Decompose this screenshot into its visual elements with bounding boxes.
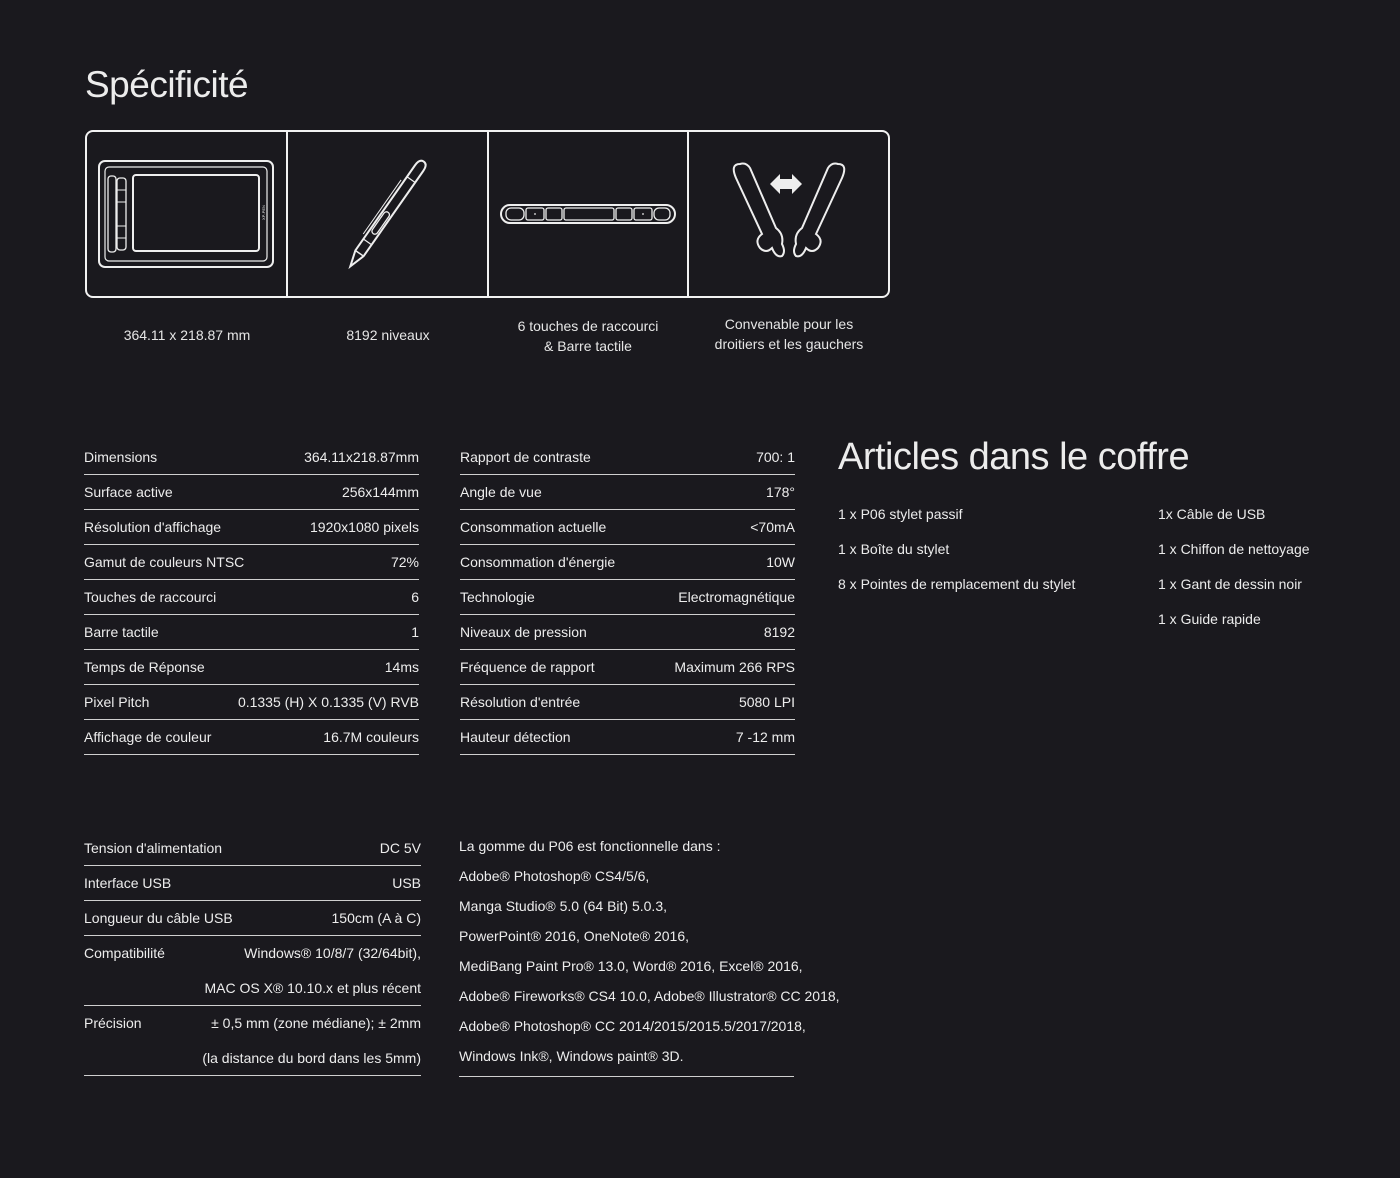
spec-row bbox=[460, 510, 795, 545]
compat-line: Windows Ink®, Windows paint® 3D. bbox=[459, 1048, 684, 1064]
spec-value-line: Windows® 10/8/7 (32/64bit), bbox=[244, 945, 421, 961]
spec-value: 1 bbox=[411, 624, 419, 640]
spec-row bbox=[460, 545, 795, 580]
spec-key: Affichage de couleur bbox=[84, 729, 212, 745]
spec-key: Résolution d'affichage bbox=[84, 519, 222, 535]
spec-value: USB bbox=[392, 875, 421, 891]
spec-key: Tension d'alimentation bbox=[84, 840, 223, 856]
spec-row bbox=[84, 866, 421, 901]
spec-value: 256x144mm bbox=[341, 484, 419, 500]
feature-cell-ambidextrous bbox=[689, 132, 888, 296]
spec-key: Précision bbox=[84, 1015, 142, 1031]
spec-row bbox=[84, 720, 419, 755]
spec-table-pen bbox=[460, 440, 795, 755]
spec-key: Résolution d'entrée bbox=[460, 694, 581, 710]
spec-row bbox=[460, 685, 795, 720]
compat-line: Adobe® Photoshop® CS4/5/6, bbox=[459, 868, 650, 884]
spec-value: 8192 bbox=[763, 624, 795, 640]
spec-row bbox=[84, 685, 419, 720]
spec-key: Interface USB bbox=[84, 875, 172, 891]
feature-caption-size: 364.11 x 218.87 mm bbox=[123, 327, 251, 343]
compat-heading: La gomme du P06 est fonctionnelle dans : bbox=[459, 838, 721, 854]
spec-value: 0.1335 (H) X 0.1335 (V) RVB bbox=[237, 694, 419, 710]
spec-value-line: ± 0,5 mm (zone médiane); ± 2mm bbox=[211, 1015, 421, 1031]
feature-cell-shortcut-keys bbox=[489, 132, 690, 296]
spec-row bbox=[84, 936, 421, 1006]
spec-row bbox=[84, 831, 421, 866]
spec-table-power bbox=[84, 831, 421, 1076]
spec-value: 7 -12 mm bbox=[735, 729, 795, 745]
spec-value bbox=[204, 936, 421, 1006]
spec-value: 72% bbox=[390, 554, 419, 570]
box-item: 1 x Boîte du stylet bbox=[838, 541, 950, 557]
spec-value: Maximum 266 RPS bbox=[674, 659, 795, 675]
spec-value: <70mA bbox=[750, 519, 795, 535]
spec-row bbox=[460, 475, 795, 510]
eraser-compatibility-list bbox=[459, 831, 840, 1077]
spec-value: 1920x1080 pixels bbox=[310, 519, 419, 535]
spec-value: 150cm (A à C) bbox=[331, 910, 421, 926]
spec-value: 364.11x218.87mm bbox=[304, 449, 419, 465]
spec-key: Hauteur détection bbox=[460, 729, 571, 745]
spec-row bbox=[84, 510, 419, 545]
spec-row bbox=[84, 545, 419, 580]
spec-row bbox=[84, 650, 419, 685]
box-item: 1 x Gant de dessin noir bbox=[1158, 576, 1302, 592]
spec-row bbox=[460, 440, 795, 475]
spec-key: Dimensions bbox=[84, 449, 158, 465]
divider bbox=[459, 1076, 794, 1077]
compat-line: PowerPoint® 2016, OneNote® 2016, bbox=[459, 928, 689, 944]
box-item: 1x Câble de USB bbox=[1158, 506, 1266, 522]
spec-row bbox=[84, 901, 421, 936]
spec-row bbox=[84, 440, 419, 475]
stylus-pen-icon bbox=[317, 149, 457, 279]
tablet-icon bbox=[96, 158, 276, 270]
spec-value bbox=[202, 1006, 421, 1076]
box-item: 1 x Guide rapide bbox=[1158, 611, 1261, 627]
feature-caption-ambidextrous bbox=[689, 314, 889, 354]
specs-title: Spécificité bbox=[85, 64, 249, 105]
spec-row bbox=[460, 580, 795, 615]
box-item: 1 x P06 stylet passif bbox=[838, 506, 963, 522]
spec-value: 178° bbox=[766, 484, 795, 500]
spec-row bbox=[84, 1006, 421, 1076]
spec-row bbox=[460, 720, 795, 755]
compat-line: Adobe® Fireworks® CS4 10.0, Adobe® Illustrator® CC 2018, bbox=[459, 988, 840, 1004]
spec-row bbox=[84, 615, 419, 650]
spec-value: 10W bbox=[766, 554, 795, 570]
spec-key: Touches de raccourci bbox=[84, 589, 217, 605]
box-item: 1 x Chiffon de nettoyage bbox=[1158, 541, 1310, 557]
feature-caption-shortcut-keys bbox=[488, 316, 688, 356]
spec-key: Technologie bbox=[460, 589, 535, 605]
spec-value: 14ms bbox=[384, 659, 419, 675]
spec-key: Barre tactile bbox=[84, 624, 159, 640]
compat-line: Manga Studio® 5.0 (64 Bit) 5.0.3, bbox=[459, 898, 667, 914]
spec-row bbox=[460, 650, 795, 685]
spec-row bbox=[460, 615, 795, 650]
caption-line: Convenable pour les bbox=[724, 316, 854, 332]
feature-cell-size bbox=[87, 132, 288, 296]
tablet-brand-text: XP-PEN bbox=[261, 205, 267, 220]
box-contents-title: Articles dans le coffre bbox=[838, 436, 1190, 478]
spec-row bbox=[84, 580, 419, 615]
spec-key: Angle de vue bbox=[460, 484, 542, 500]
left-right-hand-icon bbox=[714, 156, 864, 272]
spec-value-line: MAC OS X® 10.10.x et plus récent bbox=[204, 980, 421, 996]
spec-key: Fréquence de rapport bbox=[460, 659, 595, 675]
spec-key: Pixel Pitch bbox=[84, 694, 150, 710]
spec-key: Consommation d'énergie bbox=[460, 554, 616, 570]
spec-key: Consommation actuelle bbox=[460, 519, 607, 535]
spec-value: 5080 LPI bbox=[738, 694, 795, 710]
caption-line: droitiers et les gauchers bbox=[714, 336, 864, 352]
feature-caption-pressure: 8192 niveaux bbox=[346, 327, 430, 343]
spec-value: 16.7M couleurs bbox=[323, 729, 419, 745]
spec-table-display bbox=[84, 440, 419, 755]
caption-line: 6 touches de raccourci bbox=[517, 318, 659, 334]
spec-key: Gamut de couleurs NTSC bbox=[84, 554, 245, 570]
feature-strip bbox=[85, 130, 890, 298]
spec-value: Electromagnétique bbox=[678, 589, 795, 605]
box-item: 8 x Pointes de remplacement du stylet bbox=[838, 576, 1076, 592]
compat-line: MediBang Paint Pro® 13.0, Word® 2016, Excel® 2016, bbox=[459, 958, 803, 974]
feature-cell-pressure bbox=[288, 132, 489, 296]
spec-value-line: (la distance du bord dans les 5mm) bbox=[202, 1050, 421, 1066]
spec-key: Rapport de contraste bbox=[460, 449, 591, 465]
caption-line: & Barre tactile bbox=[544, 338, 632, 354]
spec-key: Temps de Réponse bbox=[84, 659, 205, 675]
spec-key: Surface active bbox=[84, 484, 173, 500]
spec-value: DC 5V bbox=[379, 840, 421, 856]
spec-key: Longueur du câble USB bbox=[84, 910, 233, 926]
spec-key: Compatibilité bbox=[84, 945, 165, 961]
spec-key: Niveaux de pression bbox=[460, 624, 587, 640]
spec-value: 6 bbox=[411, 589, 419, 605]
shortcut-keys-bar-icon bbox=[498, 199, 678, 229]
compat-line: Adobe® Photoshop® CC 2014/2015/2015.5/2017/2018, bbox=[459, 1018, 806, 1034]
spec-value: 700: 1 bbox=[756, 449, 795, 465]
spec-row bbox=[84, 475, 419, 510]
